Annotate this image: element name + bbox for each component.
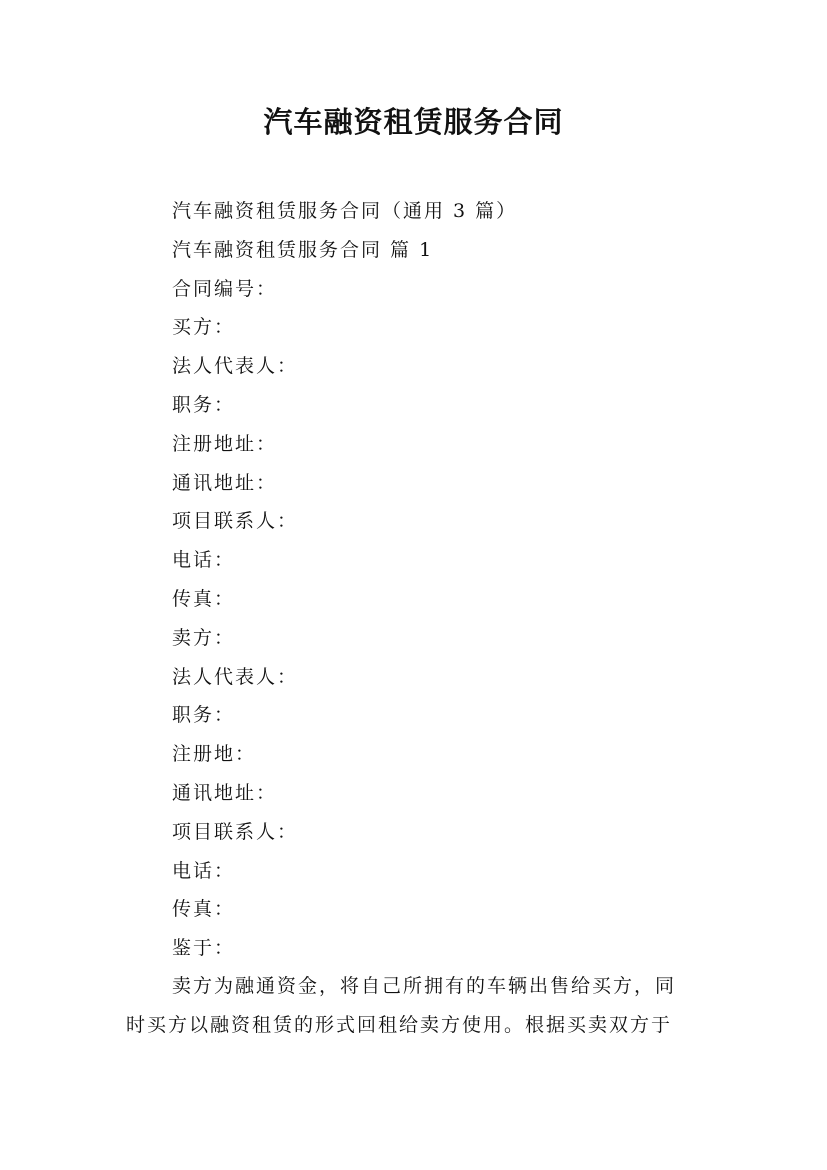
buyer-position-label: 职务： bbox=[172, 393, 236, 416]
paragraph-line: 卖方为融通资金，将自己所拥有的车辆出售给买方，同 bbox=[172, 975, 677, 997]
seller-contact-label: 项目联系人： bbox=[172, 820, 299, 843]
document-title: 汽车融资租赁服务合同 bbox=[263, 105, 564, 139]
seller-phone-label: 电话： bbox=[172, 859, 236, 882]
contract-lines bbox=[172, 192, 712, 968]
seller-legal-rep-label: 法人代表人： bbox=[172, 665, 299, 688]
buyer-phone-label: 电话： bbox=[172, 549, 236, 572]
paragraph-line: 时买方以融资租赁的形式回租给卖方使用。根据买卖双方于 bbox=[126, 1014, 673, 1036]
buyer-mailing-address-label: 通讯地址： bbox=[172, 471, 278, 494]
buyer-legal-rep-label: 法人代表人： bbox=[172, 355, 299, 378]
whereas-paragraph bbox=[126, 967, 704, 1045]
doc-subtitle: 汽车融资租赁服务合同（通用 3 篇） bbox=[172, 200, 518, 222]
buyer-contact-label: 项目联系人： bbox=[172, 510, 299, 533]
buyer-label: 买方： bbox=[172, 316, 236, 339]
buyer-registered-address-label: 注册地址： bbox=[172, 432, 278, 455]
seller-label: 卖方： bbox=[172, 626, 236, 649]
seller-mailing-address-label: 通讯地址： bbox=[172, 781, 278, 804]
whereas-label: 鉴于： bbox=[172, 937, 236, 960]
seller-registered-address-label: 注册地： bbox=[172, 743, 257, 766]
section-heading: 汽车融资租赁服务合同 篇 1 bbox=[172, 238, 434, 261]
seller-fax-label: 传真： bbox=[172, 898, 236, 921]
buyer-fax-label: 传真： bbox=[172, 587, 236, 610]
contract-number-label: 合同编号： bbox=[172, 277, 278, 300]
seller-position-label: 职务： bbox=[172, 704, 236, 727]
